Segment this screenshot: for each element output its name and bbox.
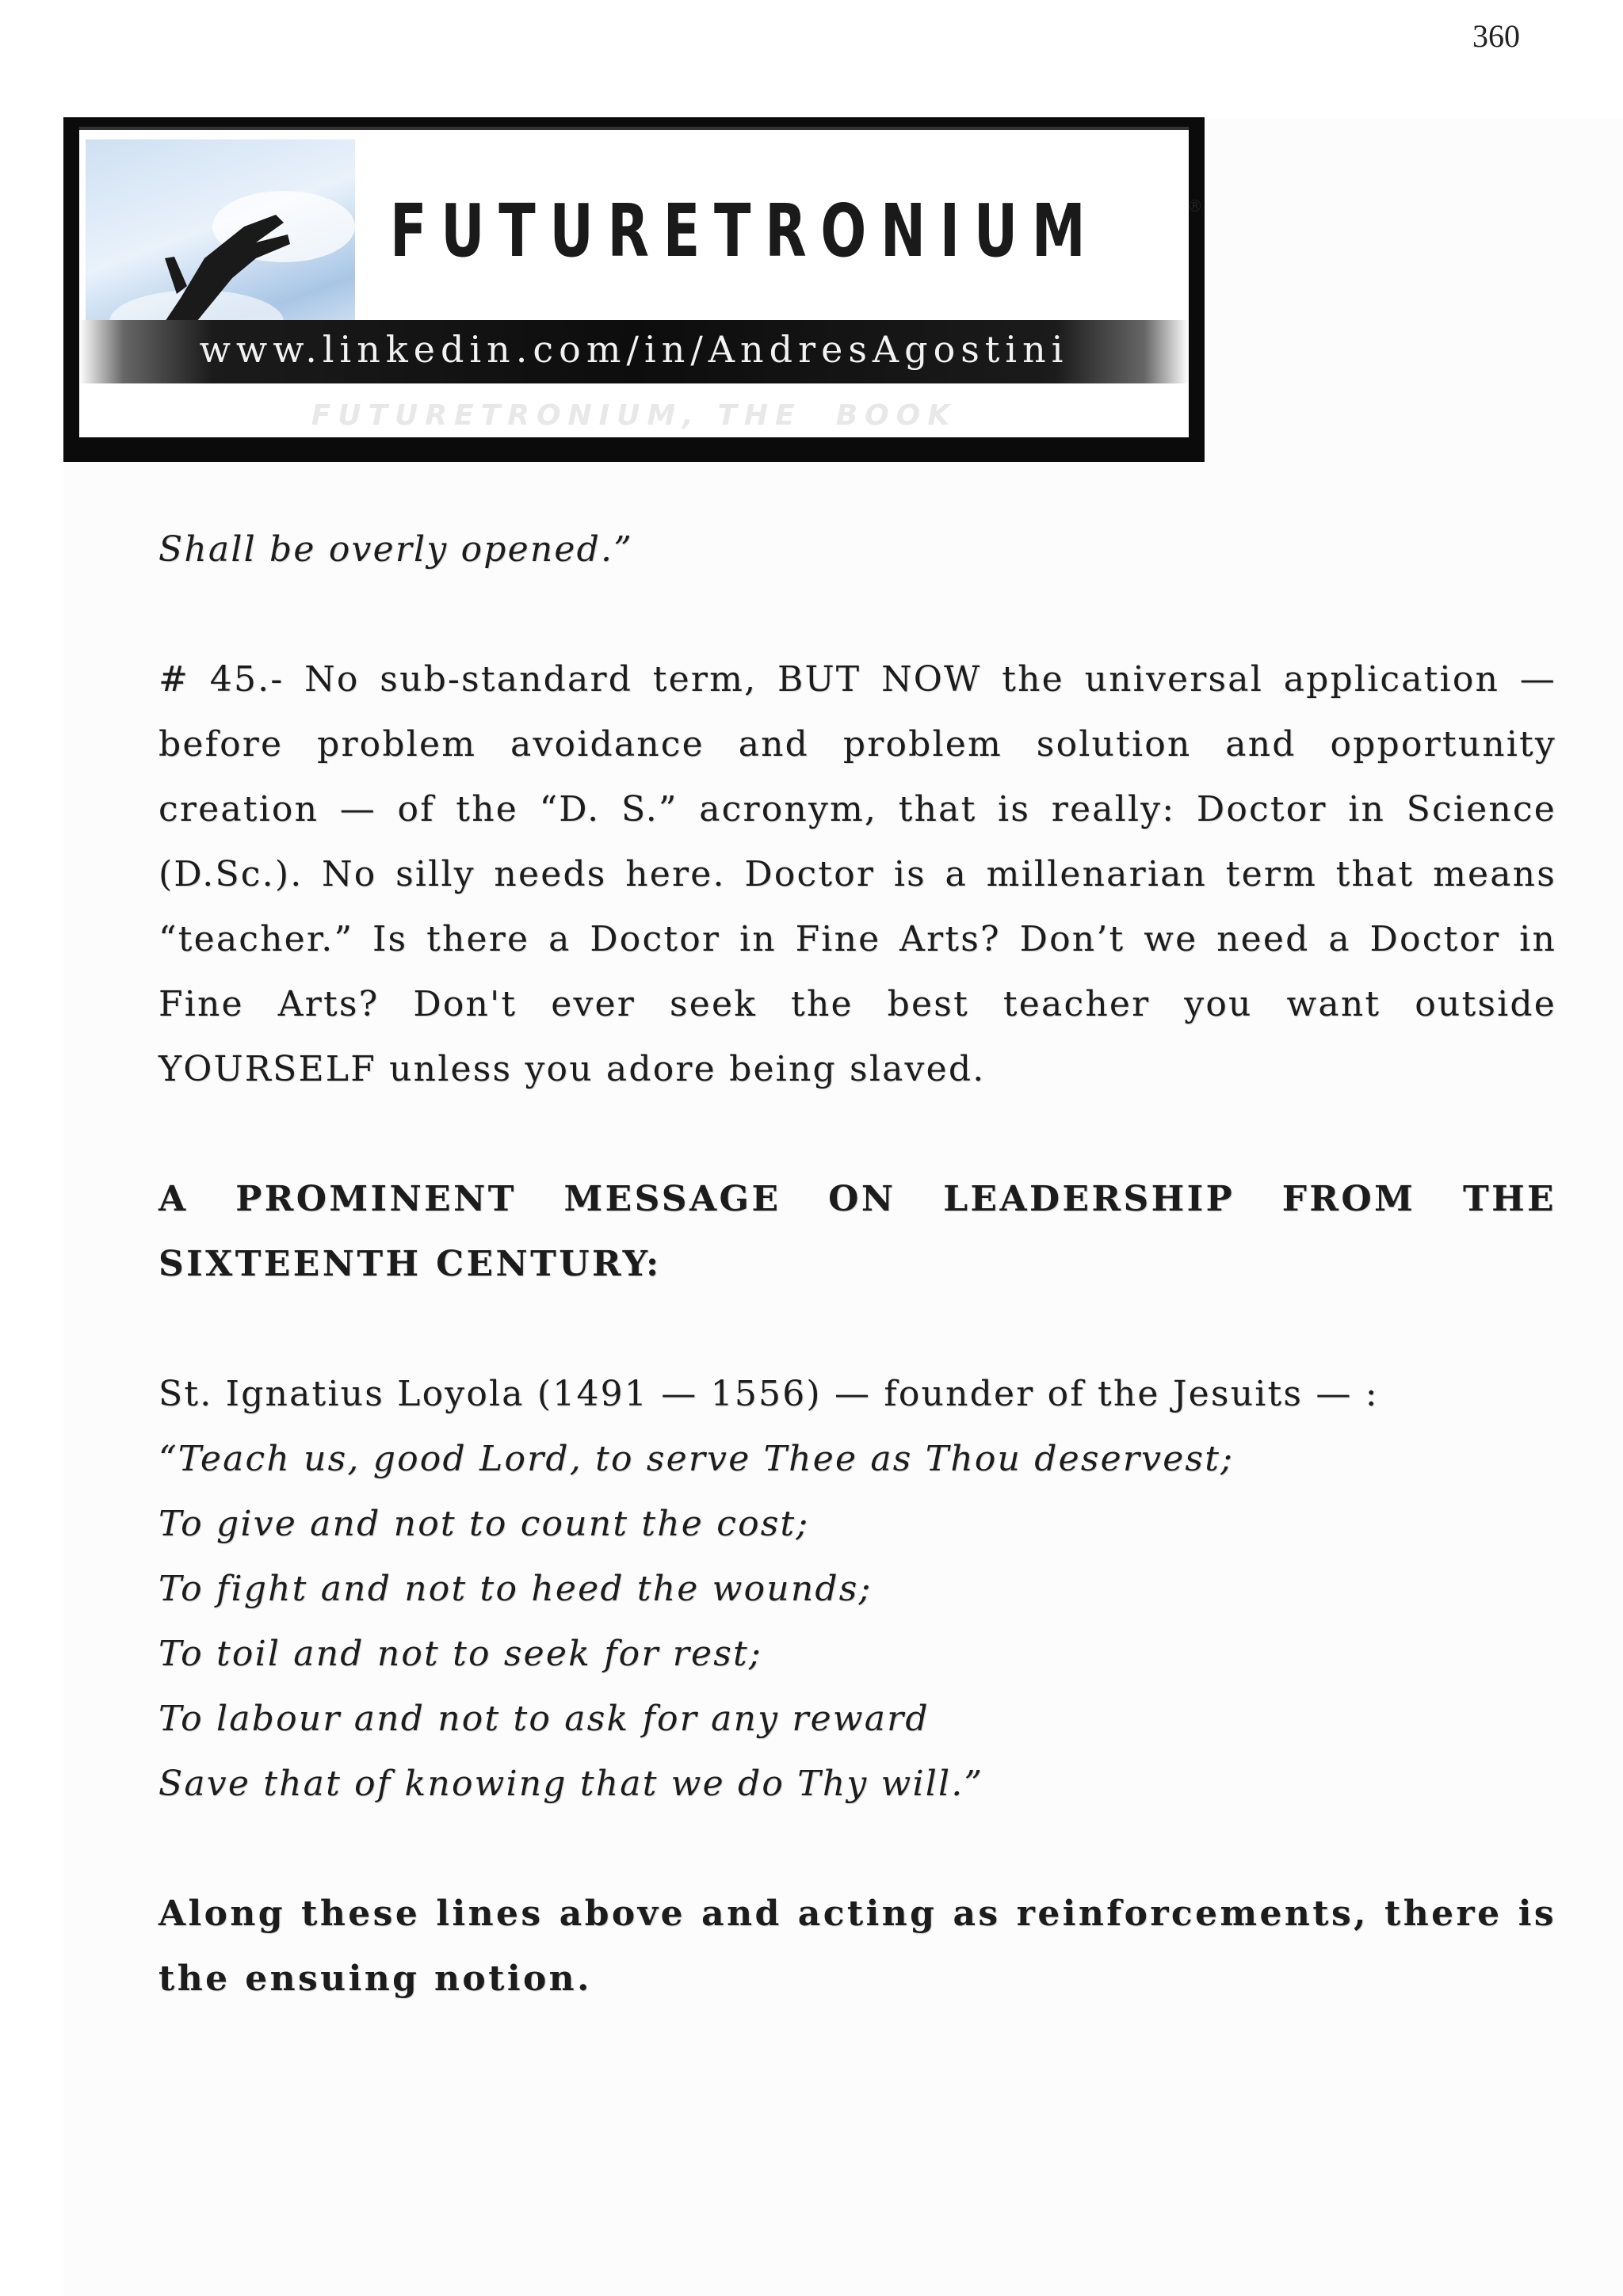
futuretronium-banner [63,117,1205,462]
banner-url-bar [79,320,1189,383]
banner-title: FUTURETRONIUM [390,189,1100,273]
prayer-line: To fight and not to heed the wounds; [158,1569,873,1609]
page-number: 360 [1472,18,1520,54]
leadership-heading: A PROMINENT MESSAGE ON LEADERSHIP FROM THE SIXTEENTH CENTURY: [158,1179,1556,1284]
prayer-line: To labour and not to ask for any reward [158,1699,930,1739]
attribution-line: St. Ignatius Loyola (1491 — 1556) — founder of the Jesuits — : [158,1374,1379,1414]
prayer-quote [158,1427,1556,1817]
paragraph-45: # 45.- No sub-standard term, BUT NOW the universal application — before problem avoidance and problem solution and opportunity creation — of the “D. S.” acronym, that is really: Doctor in Science (D.Sc.). No silly needs here. Doctor is a millenarian term that means “teacher.” Is there a Doctor in Fine Arts? Don’t we need a Doctor in Fine Arts? Don't ever seek the best teacher you want outside YOURSELF unless you adore being slaved. [158,659,1556,1089]
prayer-line: Save that of knowing that we do Thy will.” [158,1764,984,1804]
prayer-line: To toil and not to seek for rest; [158,1634,762,1674]
banner-subtitle: FUTURETRONIUM, THE BOOK [311,399,957,432]
opening-line: Shall be overly opened.” [158,529,633,570]
closing-paragraph: Along these lines above and acting as reinforcements, there is the ensuing notion. [158,1894,1556,1999]
prayer-line: “Teach us, good Lord, to serve Thee as Thou deservest; [158,1439,1235,1479]
banner-url: www.linkedin.com/in/AndresAgostini [199,328,1069,371]
prayer-line: To give and not to count the cost; [158,1504,810,1544]
registered-mark: ® [1187,196,1203,215]
